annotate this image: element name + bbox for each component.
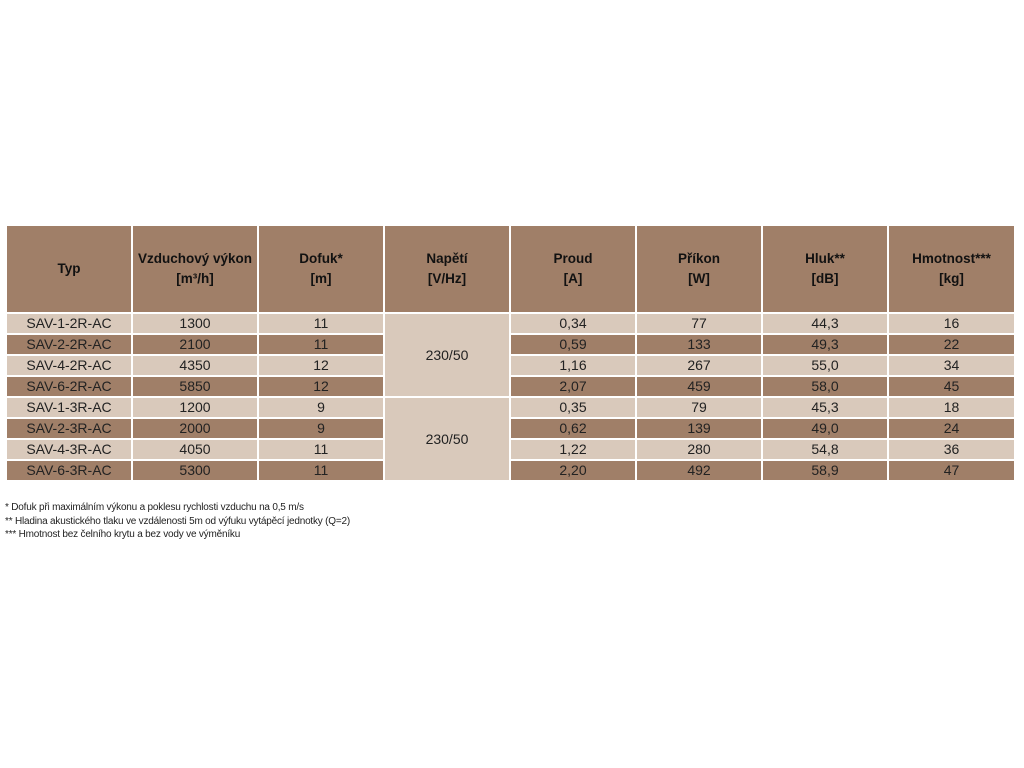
cell-prikon: 77 <box>636 313 762 334</box>
table-row <box>6 313 1015 334</box>
cell-vykon: 1200 <box>132 397 258 418</box>
footnote-hmotnost: *** Hmotnost bez čelního krytu a bez vody ve výměníku <box>5 529 241 540</box>
cell-hluk: 58,9 <box>762 460 888 481</box>
spec-table <box>5 224 1016 482</box>
cell-hmotnost: 34 <box>888 355 1015 376</box>
table-row <box>6 355 1015 376</box>
cell-dofuk: 11 <box>258 460 384 481</box>
cell-hmotnost: 47 <box>888 460 1015 481</box>
cell-typ: SAV-1-3R-AC <box>6 397 132 418</box>
col-header-unit: [W] <box>688 271 710 286</box>
cell-proud: 0,35 <box>510 397 636 418</box>
footnote-dofuk: * Dofuk při maximálním výkonu a poklesu rychlosti vzduchu na 0,5 m/s <box>5 502 304 513</box>
table-row <box>6 439 1015 460</box>
cell-typ: SAV-4-2R-AC <box>6 355 132 376</box>
col-header-unit: [A] <box>563 271 583 286</box>
footnote-hluk: ** Hladina akustického tlaku ve vzdálenosti 5m od výfuku vytápěcí jednotky (Q=2) <box>5 515 351 527</box>
cell-prikon: 267 <box>636 355 762 376</box>
cell-dofuk: 12 <box>258 376 384 397</box>
cell-prikon: 459 <box>636 376 762 397</box>
cell-hmotnost: 45 <box>888 376 1015 397</box>
cell-napeti: 230/50 <box>384 397 510 481</box>
cell-prikon: 280 <box>636 439 762 460</box>
table-row <box>6 418 1015 439</box>
cell-vykon: 5850 <box>132 376 258 397</box>
cell-vykon: 2000 <box>132 418 258 439</box>
col-header-typ <box>6 225 132 313</box>
footnotes <box>5 501 350 542</box>
cell-vykon: 1300 <box>132 313 258 334</box>
table-row <box>6 376 1015 397</box>
cell-proud: 1,22 <box>510 439 636 460</box>
cell-napeti: 230/50 <box>384 313 510 397</box>
cell-typ: SAV-4-3R-AC <box>6 439 132 460</box>
col-header-unit: [m³/h] <box>176 271 214 286</box>
col-header-unit: [V/Hz] <box>427 271 467 286</box>
table-row <box>6 334 1015 355</box>
cell-prikon: 133 <box>636 334 762 355</box>
cell-prikon: 492 <box>636 460 762 481</box>
cell-hluk: 55,0 <box>762 355 888 376</box>
header-row <box>6 225 1015 313</box>
col-header-unit: [m] <box>310 271 332 286</box>
cell-typ: SAV-6-3R-AC <box>6 460 132 481</box>
col-header-label: Proud <box>553 251 593 266</box>
col-header-proud <box>510 225 636 313</box>
col-header-hmotnost <box>888 225 1015 313</box>
cell-typ: SAV-2-2R-AC <box>6 334 132 355</box>
col-header-label: Hmotnost*** <box>912 251 991 266</box>
cell-prikon: 139 <box>636 418 762 439</box>
cell-proud: 0,34 <box>510 313 636 334</box>
table-row <box>6 397 1015 418</box>
cell-hluk: 49,0 <box>762 418 888 439</box>
cell-hluk: 58,0 <box>762 376 888 397</box>
col-header-unit: [dB] <box>811 271 839 286</box>
cell-hmotnost: 16 <box>888 313 1015 334</box>
cell-proud: 1,16 <box>510 355 636 376</box>
cell-typ: SAV-1-2R-AC <box>6 313 132 334</box>
cell-dofuk: 11 <box>258 313 384 334</box>
cell-typ: SAV-6-2R-AC <box>6 376 132 397</box>
col-header-label: Napětí <box>426 251 468 266</box>
cell-dofuk: 9 <box>258 397 384 418</box>
cell-typ: SAV-2-3R-AC <box>6 418 132 439</box>
table-row <box>6 460 1015 481</box>
cell-hmotnost: 18 <box>888 397 1015 418</box>
cell-dofuk: 12 <box>258 355 384 376</box>
col-header-label: Příkon <box>677 251 720 266</box>
col-header-prikon <box>636 225 762 313</box>
cell-prikon: 79 <box>636 397 762 418</box>
col-header-unit: [kg] <box>939 271 964 286</box>
cell-dofuk: 9 <box>258 418 384 439</box>
cell-proud: 2,20 <box>510 460 636 481</box>
col-header-napeti <box>384 225 510 313</box>
cell-vykon: 4050 <box>132 439 258 460</box>
cell-hluk: 49,3 <box>762 334 888 355</box>
cell-hluk: 45,3 <box>762 397 888 418</box>
cell-vykon: 4350 <box>132 355 258 376</box>
col-header-dofuk <box>258 225 384 313</box>
cell-hmotnost: 24 <box>888 418 1015 439</box>
cell-vykon: 2100 <box>132 334 258 355</box>
cell-dofuk: 11 <box>258 439 384 460</box>
cell-proud: 0,59 <box>510 334 636 355</box>
cell-proud: 0,62 <box>510 418 636 439</box>
cell-vykon: 5300 <box>132 460 258 481</box>
cell-dofuk: 11 <box>258 334 384 355</box>
col-header-hluk <box>762 225 888 313</box>
col-header-label: Vzduchový výkon <box>137 251 253 266</box>
col-header-label: Typ <box>57 261 81 276</box>
cell-proud: 2,07 <box>510 376 636 397</box>
cell-hluk: 54,8 <box>762 439 888 460</box>
col-header-vykon <box>132 225 258 313</box>
cell-hluk: 44,3 <box>762 313 888 334</box>
cell-hmotnost: 36 <box>888 439 1015 460</box>
cell-hmotnost: 22 <box>888 334 1015 355</box>
col-header-label: Hluk** <box>805 251 845 266</box>
col-header-label: Dofuk* <box>299 251 343 266</box>
